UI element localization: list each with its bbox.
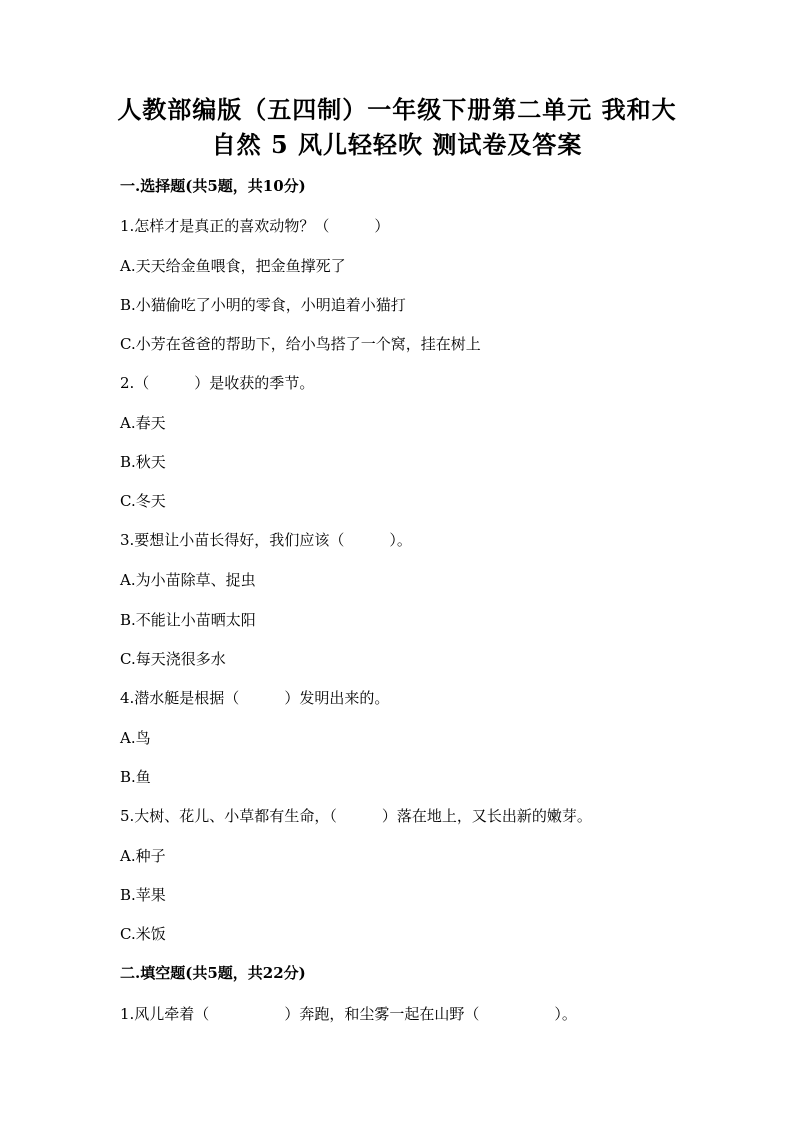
question-option: C.米饭 <box>120 925 166 943</box>
question-option: C.每天浇很多水 <box>120 650 226 668</box>
question-option: A.种子 <box>120 847 166 865</box>
question-option: A.春天 <box>120 414 166 432</box>
question-option: C.冬天 <box>120 492 166 510</box>
section-heading-choice: 一.选择题(共5题，共10分) <box>120 177 306 195</box>
question-stem: 4.潜水艇是根据（ ）发明出来的。 <box>120 689 390 707</box>
question-stem: 1.风儿牵着（ ）奔跑，和尘雾一起在山野（ ）。 <box>120 1005 577 1023</box>
question-option: A.天天给金鱼喂食，把金鱼撑死了 <box>120 257 346 275</box>
question-option: B.不能让小苗晒太阳 <box>120 611 256 629</box>
question-option: A.鸟 <box>120 729 151 747</box>
question-option: B.鱼 <box>120 768 151 786</box>
question-option: B.小猫偷吃了小明的零食，小明追着小猫打 <box>120 296 406 314</box>
question-option: A.为小苗除草、捉虫 <box>120 571 256 589</box>
question-option: B.苹果 <box>120 886 166 904</box>
section-heading-fill-blank: 二.填空题(共5题，共22分) <box>120 964 306 982</box>
document-title-line-2: 自然 5 风儿轻轻吹 测试卷及答案 <box>211 130 583 159</box>
question-stem: 1.怎样才是真正的喜欢动物？（ ） <box>120 217 390 235</box>
question-stem: 5.大树、花儿、小草都有生命，（ ）落在地上，又长出新的嫩芽。 <box>120 807 592 825</box>
question-stem: 3.要想让小苗长得好，我们应该（ ）。 <box>120 531 412 549</box>
question-option: C.小芳在爸爸的帮助下，给小鸟搭了一个窝，挂在树上 <box>120 335 481 353</box>
question-option: B.秋天 <box>120 453 166 471</box>
question-stem: 2.（ ）是收获的季节。 <box>120 374 315 392</box>
document-title-line-1: 人教部编版（五四制）一年级下册第二单元 我和大 <box>117 95 677 124</box>
